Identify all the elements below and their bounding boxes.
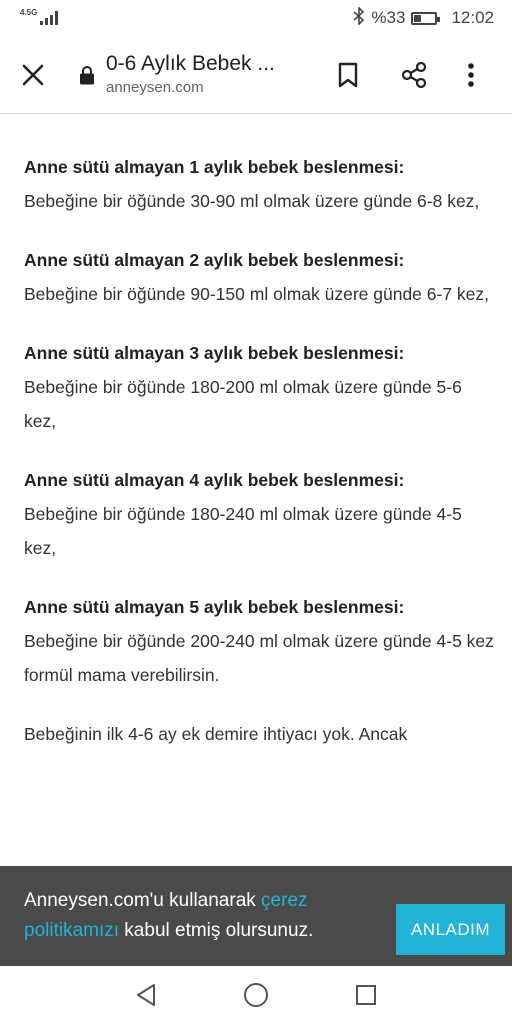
lock-icon[interactable] (76, 52, 98, 98)
accept-cookie-button[interactable]: ANLADIM (396, 904, 505, 955)
paragraph (24, 590, 494, 692)
paragraph-body: Bebeğine bir öğünde 200-240 ml olmak üzere günde 4-5 kez formül mama verebilirsin. (24, 631, 494, 685)
paragraph-body: Bebeğine bir öğünde 180-240 ml olmak üzere günde 4-5 kez, (24, 504, 462, 558)
article-content (24, 150, 494, 751)
status-left (20, 8, 58, 25)
cookie-policy-link[interactable]: çerez politikamızı (24, 890, 308, 941)
paragraph (24, 336, 494, 438)
battery-level-fill (414, 15, 421, 22)
title-block[interactable] (106, 51, 321, 99)
paragraph (24, 150, 494, 218)
cookie-text-before: Anneysen.com'u kullanarak (24, 890, 262, 911)
page-url: anneysen.com (106, 78, 204, 96)
cookie-banner (0, 866, 512, 966)
recents-square-icon[interactable] (346, 975, 386, 1015)
page-title: 0-6 Aylık Bebek ... (106, 51, 275, 75)
paragraph-heading: Anne sütü almayan 4 aylık bebek beslenmesi: (24, 470, 405, 490)
signal-strength-icon (40, 11, 58, 25)
paragraph (24, 243, 494, 311)
paragraph-heading: Anne sütü almayan 2 aylık bebek beslenmesi: (24, 250, 405, 270)
share-icon[interactable] (391, 52, 437, 98)
status-bar (0, 0, 512, 36)
bookmark-icon[interactable] (325, 52, 371, 98)
paragraph-heading: Anne sütü almayan 1 aylık bebek beslenmesi: (24, 157, 405, 177)
cookie-text-after: kabul etmiş olursunuz. (119, 920, 314, 941)
closing-paragraph: Bebeğinin ilk 4-6 ay ek demire ihtiyacı yok. Ancak (24, 724, 408, 744)
close-icon[interactable] (10, 52, 56, 98)
custom-tab-toolbar (0, 36, 512, 114)
clock: 12:02 (451, 8, 494, 27)
paragraph-heading: Anne sütü almayan 5 aylık bebek beslenmesi: (24, 597, 405, 617)
back-triangle-icon[interactable] (126, 975, 166, 1015)
bluetooth-icon (353, 7, 365, 30)
paragraph-body: Bebeğine bir öğünde 180-200 ml olmak üzere günde 5-6 kez, (24, 377, 462, 431)
home-circle-icon[interactable] (236, 975, 276, 1015)
paragraph-heading: Anne sütü almayan 3 aylık bebek beslenmesi: (24, 343, 405, 363)
system-nav-bar (0, 966, 512, 1024)
network-type-label: 4.5G (20, 8, 38, 17)
paragraph-body: Bebeğine bir öğünde 30-90 ml olmak üzere günde 6-8 kez, (24, 191, 480, 211)
status-right (353, 7, 494, 30)
more-vert-icon[interactable] (453, 52, 489, 98)
paragraph-body: Bebeğine bir öğünde 90-150 ml olmak üzere günde 6-7 kez, (24, 284, 490, 304)
battery-icon (411, 12, 437, 25)
paragraph (24, 463, 494, 565)
cookie-message (24, 886, 394, 946)
battery-percent: %33 (371, 8, 406, 27)
